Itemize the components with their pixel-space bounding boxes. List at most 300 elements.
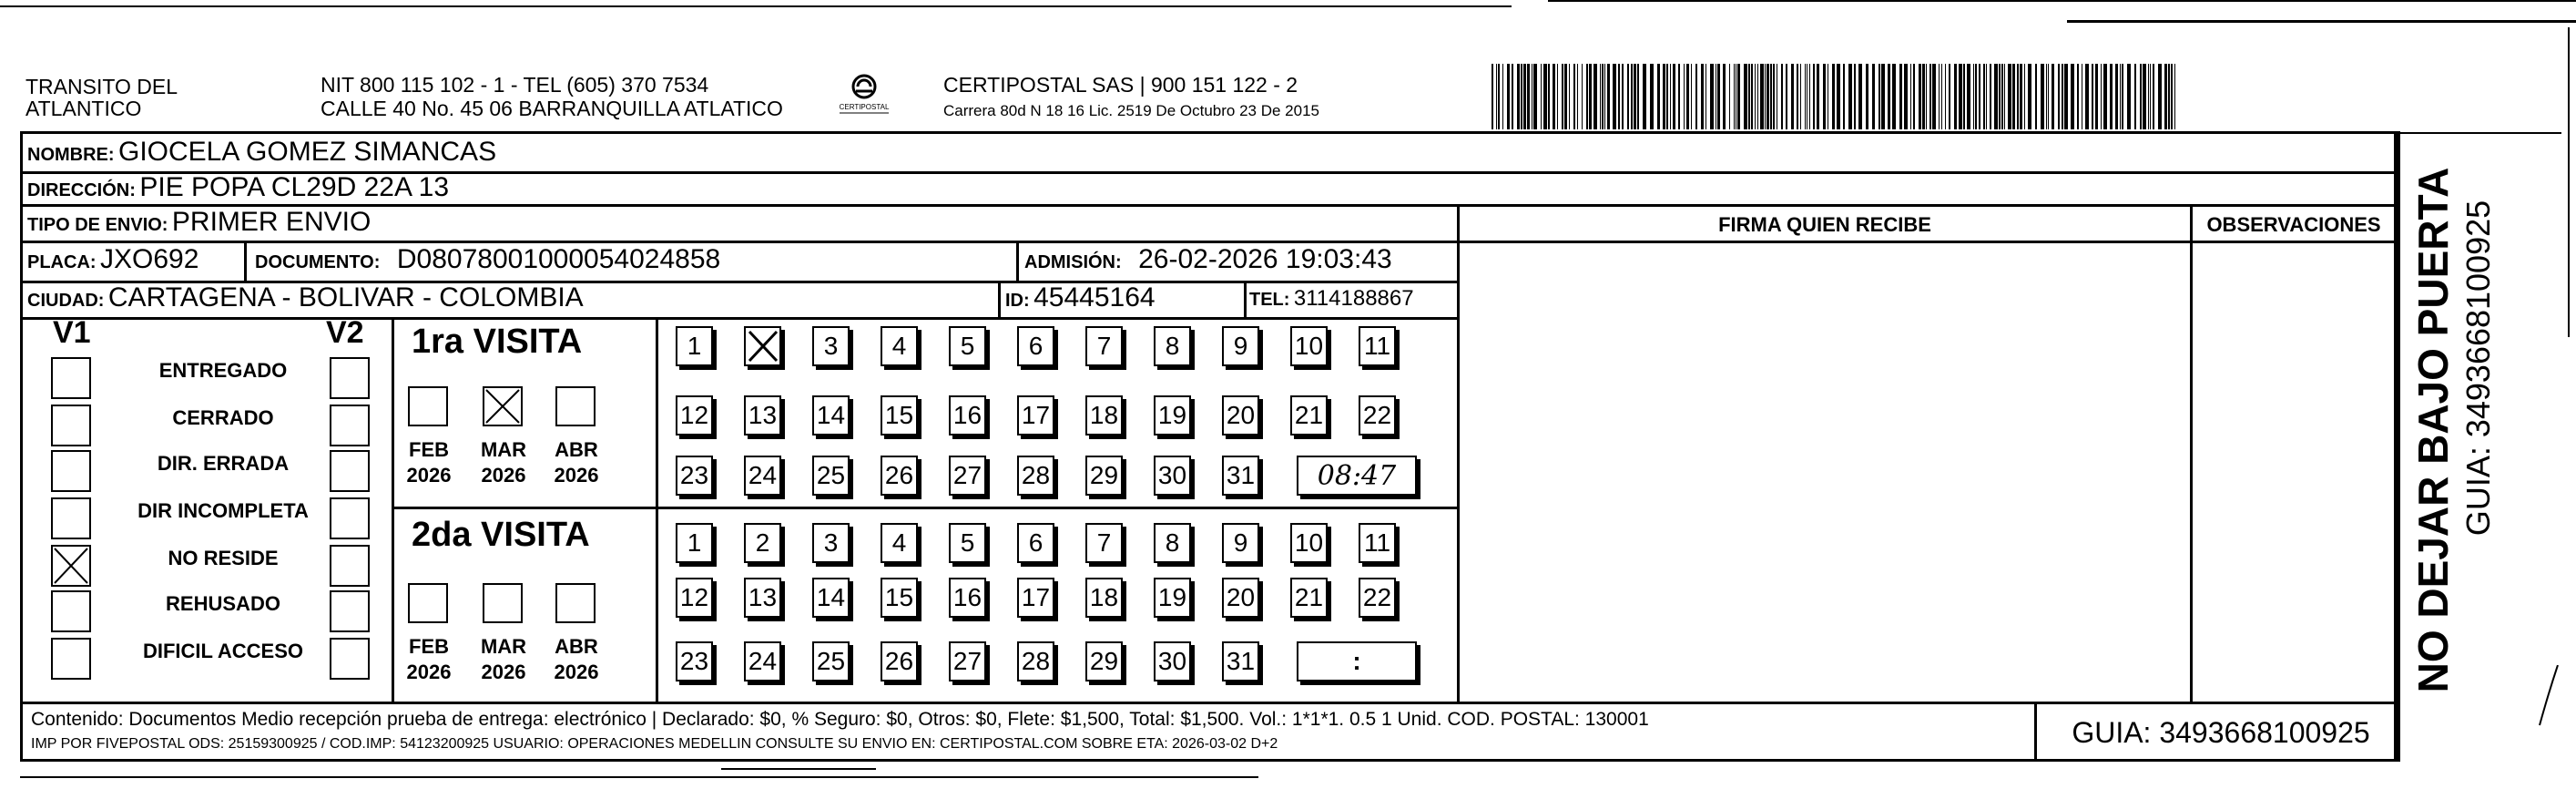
barcode-bar	[1949, 64, 1950, 129]
barcode-bar	[2168, 64, 2170, 129]
day-box[interactable]	[1017, 523, 1054, 563]
day-number: 28	[1021, 647, 1051, 675]
day-box[interactable]	[676, 578, 713, 618]
barcode-bar	[1686, 64, 1689, 129]
day-box[interactable]	[676, 395, 713, 435]
day-number: 23	[679, 461, 709, 489]
barcode-bar	[2024, 64, 2025, 129]
year-label: 2026	[554, 661, 599, 683]
day-box[interactable]	[1154, 641, 1191, 681]
ciudad-value: CARTAGENA - BOLIVAR - COLOMBIA	[107, 282, 584, 313]
day-number: 21	[1294, 401, 1324, 429]
day-number: 3	[823, 332, 839, 360]
barcode-bar	[2071, 64, 2074, 129]
day-box[interactable]	[1154, 578, 1191, 618]
barcode-bar	[1879, 64, 1880, 129]
day-box[interactable]	[1085, 641, 1123, 681]
barcode-bar	[1858, 64, 1862, 129]
day-box[interactable]	[744, 641, 781, 681]
day-number: 17	[1021, 401, 1051, 429]
day-number: 9	[1233, 528, 1248, 557]
barcode-bar	[1678, 64, 1680, 129]
day-box[interactable]	[1017, 578, 1054, 618]
day-box[interactable]	[1222, 578, 1259, 618]
barcode-bar	[2085, 64, 2089, 129]
barcode-bar	[1710, 64, 1714, 129]
barcode-bar	[1773, 64, 1775, 129]
day-number: 15	[884, 401, 914, 429]
barcode-bar	[2153, 64, 2154, 129]
day-box[interactable]	[1290, 578, 1328, 618]
day-box[interactable]	[1290, 523, 1328, 563]
barcode-bar	[1809, 64, 1810, 129]
day-box[interactable]	[1017, 326, 1054, 366]
barcode-bar	[1979, 64, 1980, 129]
barcode-bar	[1717, 64, 1720, 129]
day-number: 6	[1028, 332, 1044, 360]
barcode-bar	[1954, 64, 1957, 129]
barcode-bar	[2158, 64, 2162, 129]
barcode-bar	[1643, 64, 1646, 129]
day-box[interactable]	[881, 578, 918, 618]
day-box[interactable]	[1154, 395, 1191, 435]
barcode-bar	[2004, 64, 2005, 129]
barcode-bar	[1663, 64, 1665, 129]
day-number: 7	[1096, 528, 1112, 557]
day-box[interactable]	[1359, 326, 1396, 366]
sender-address: CALLE 40 No. 45 06 BARRANQUILLA ATLATICO	[321, 97, 783, 120]
day-box[interactable]	[812, 578, 850, 618]
day-number: 16	[952, 401, 983, 429]
day-number: 29	[1089, 647, 1119, 675]
barcode-bar	[1791, 64, 1794, 129]
status-label: DIFICIL ACCESO	[142, 640, 303, 662]
barcode-bar	[1926, 64, 1927, 129]
v2-checkbox[interactable]	[330, 357, 370, 399]
barcode-bar	[1800, 64, 1801, 129]
barcode-bar	[1986, 64, 1987, 129]
day-box[interactable]	[1154, 326, 1191, 366]
day-number: 16	[952, 583, 983, 611]
barcode-bar	[1823, 64, 1826, 129]
barcode-bar	[1881, 64, 1885, 129]
tipo-envio-value: PRIMER ENVIO	[171, 207, 372, 237]
month-label: FEB	[409, 438, 449, 461]
barcode-bar	[2028, 64, 2031, 129]
barcode-bar	[1701, 64, 1704, 129]
day-box[interactable]	[881, 395, 918, 435]
day-box[interactable]	[949, 456, 986, 496]
day-box[interactable]	[949, 578, 986, 618]
id-label: ID:	[1005, 291, 1030, 311]
day-number: 19	[1157, 401, 1187, 429]
day-number: 30	[1157, 461, 1187, 489]
barcode-bar	[1813, 64, 1815, 129]
time-box[interactable]	[1297, 456, 1417, 496]
day-number: 22	[1362, 401, 1392, 429]
day-box[interactable]	[744, 578, 781, 618]
barcode-bar	[2035, 64, 2037, 129]
day-number: 30	[1157, 647, 1187, 675]
sender-nit: NIT 800 115 102 - 1 - TEL (605) 370 7534	[321, 73, 709, 97]
visit1-title: 1ra VISITA	[412, 323, 583, 361]
day-box[interactable]	[1359, 578, 1396, 618]
month-label: ABR	[555, 438, 598, 461]
barcode-bar	[1582, 64, 1583, 129]
day-box[interactable]	[1222, 641, 1259, 681]
tel-label: TEL:	[1249, 290, 1290, 310]
no-dejar-bajo-puerta: NO DEJAR BAJO PUERTA	[2409, 167, 2457, 693]
barcode-bar	[1650, 64, 1654, 129]
day-box[interactable]	[676, 456, 713, 496]
day-box[interactable]	[744, 456, 781, 496]
year-label: 2026	[554, 464, 599, 487]
day-box[interactable]	[1085, 578, 1123, 618]
v1-checkbox[interactable]	[51, 357, 91, 399]
barcode-bar	[1843, 64, 1845, 129]
barcode-bar	[2077, 64, 2079, 129]
barcode-bar	[1941, 64, 1942, 129]
month-label: FEB	[409, 635, 449, 658]
barcode-bar	[1573, 64, 1575, 129]
month-label: ABR	[555, 635, 598, 658]
barcode-bar	[1832, 64, 1835, 129]
barcode-bar	[1492, 64, 1493, 129]
barcode-bar	[1729, 64, 1730, 129]
v1-checkbox[interactable]	[51, 450, 91, 492]
day-number: 11	[1363, 528, 1391, 557]
day-box[interactable]	[1222, 326, 1259, 366]
placa-label: PLACA:	[27, 252, 97, 272]
handwritten-time: 08:47	[1317, 459, 1397, 492]
admision-value: 26-02-2026 19:03:43	[1138, 244, 1392, 274]
barcode-bar	[1517, 64, 1520, 129]
barcode-bar	[2122, 64, 2123, 129]
day-box[interactable]	[949, 395, 986, 435]
barcode-bar	[2101, 64, 2102, 129]
barcode-bar	[1604, 64, 1605, 129]
day-box[interactable]	[1222, 395, 1259, 435]
barcode-bar	[2148, 64, 2149, 129]
barcode-bar	[2052, 64, 2054, 129]
day-number: 9	[1233, 332, 1248, 360]
barcode-bar	[2103, 64, 2107, 129]
barcode-bar	[2150, 64, 2151, 129]
id-value: 45445164	[1033, 282, 1156, 313]
day-box[interactable]	[1017, 395, 1054, 435]
barcode-bar	[2140, 64, 2142, 129]
barcode-bar	[1757, 64, 1758, 129]
v2-checkbox[interactable]	[330, 590, 370, 632]
year-label: 2026	[406, 661, 452, 683]
day-number: 20	[1226, 401, 1256, 429]
barcode-bar	[1618, 64, 1620, 129]
v2-checkbox[interactable]	[330, 405, 370, 446]
day-box[interactable]	[881, 641, 918, 681]
barcode-bar	[1939, 64, 1940, 129]
status-label: REHUSADO	[166, 592, 280, 615]
barcode-bar	[1990, 64, 1991, 129]
day-number: 6	[1028, 528, 1044, 557]
day-box[interactable]	[1222, 523, 1259, 563]
day-box[interactable]	[1359, 523, 1396, 563]
barcode-bar	[1553, 64, 1555, 129]
barcode-bar	[1737, 64, 1740, 129]
sender-name-line1: TRANSITO DEL	[25, 75, 178, 98]
day-box[interactable]	[744, 523, 781, 563]
ciudad-label: CIUDAD:	[27, 291, 105, 311]
day-number: 3	[823, 528, 839, 557]
barcode-bar	[1569, 64, 1570, 129]
day-box[interactable]	[1222, 456, 1259, 496]
day-number: 13	[748, 401, 778, 429]
barcode-bar	[1541, 64, 1542, 129]
observaciones-header: OBSERVACIONES	[2206, 213, 2381, 236]
barcode-bar	[1613, 64, 1616, 129]
firma-header: FIRMA QUIEN RECIBE	[1718, 213, 1931, 236]
day-number: 14	[816, 401, 846, 429]
day-box[interactable]	[1154, 456, 1191, 496]
barcode-bar	[2174, 64, 2175, 129]
day-box[interactable]	[881, 456, 918, 496]
barcode-bar	[1781, 64, 1783, 129]
barcode-bar	[1527, 64, 1530, 129]
day-box[interactable]	[1290, 326, 1328, 366]
documento-label: DOCUMENTO:	[255, 252, 381, 272]
day-number: 22	[1362, 583, 1392, 611]
barcode-bar	[2017, 64, 2019, 129]
barcode-bar	[1805, 64, 1806, 129]
month-checkbox[interactable]	[483, 583, 523, 623]
barcode-bar	[1562, 64, 1563, 129]
day-number: 31	[1226, 461, 1256, 489]
year-label: 2026	[481, 464, 526, 487]
barcode-bar	[2115, 64, 2118, 129]
barcode-bar	[1770, 64, 1772, 129]
barcode-bar	[1904, 64, 1908, 129]
barcode-bar	[1557, 64, 1558, 129]
month-checkbox[interactable]	[483, 386, 523, 426]
day-box[interactable]	[812, 523, 850, 563]
barcode-bar	[1695, 64, 1697, 129]
month-label: MAR	[480, 635, 527, 658]
barcode-bar	[1607, 64, 1610, 129]
time-box[interactable]	[1297, 641, 1417, 681]
v1-checkbox[interactable]	[51, 405, 91, 446]
check-x-icon	[53, 547, 89, 585]
v2-label: V2	[326, 315, 364, 350]
day-box[interactable]	[676, 641, 713, 681]
barcode-bar	[1797, 64, 1798, 129]
barcode-bar	[1589, 64, 1592, 129]
barcode-bar	[2008, 64, 2011, 129]
day-number: 8	[1165, 332, 1180, 360]
barcode-bar	[1684, 64, 1685, 129]
day-box[interactable]	[1359, 395, 1396, 435]
day-box[interactable]	[1017, 456, 1054, 496]
day-box[interactable]	[676, 523, 713, 563]
barcode-bar	[1866, 64, 1868, 129]
v1-label: V1	[53, 315, 91, 350]
day-number: 12	[679, 401, 709, 429]
barcode-bar	[1760, 64, 1764, 129]
barcode-bar	[2064, 64, 2068, 129]
barcode-bar	[2171, 64, 2173, 129]
day-box[interactable]	[676, 326, 713, 366]
day-box[interactable]	[1085, 523, 1123, 563]
company-license: Carrera 80d N 18 16 Lic. 2519 De Octubro 23 De 2015	[943, 102, 1319, 119]
status-label: DIR. ERRADA	[157, 452, 290, 475]
admision-label: ADMISIÓN:	[1024, 252, 1122, 272]
barcode-bar	[1994, 64, 1998, 129]
barcode-bar	[1929, 64, 1931, 129]
status-label: CERRADO	[172, 406, 274, 429]
barcode-bar	[1919, 64, 1921, 129]
check-x-icon	[484, 388, 521, 425]
barcode-bar	[1586, 64, 1588, 129]
visit2-title: 2da VISITA	[412, 516, 590, 554]
barcode-bar	[1666, 64, 1668, 129]
barcode-bar	[2048, 64, 2049, 129]
barcode-bar	[1751, 64, 1753, 129]
v2-checkbox[interactable]	[330, 450, 370, 492]
barcode-bar	[1673, 64, 1675, 129]
day-box[interactable]	[881, 523, 918, 563]
barcode-bar	[1723, 64, 1726, 129]
day-box[interactable]	[1290, 395, 1328, 435]
day-number: 28	[1021, 461, 1051, 489]
barcode-bar	[1922, 64, 1925, 129]
day-box[interactable]	[1154, 523, 1191, 563]
day-number: 15	[884, 583, 914, 611]
nombre-label: NOMBRE:	[27, 145, 115, 165]
day-box[interactable]	[744, 326, 781, 366]
day-box[interactable]	[1085, 395, 1123, 435]
barcode-bar	[1670, 64, 1671, 129]
barcode-bar	[2095, 64, 2098, 129]
status-label: ENTREGADO	[158, 359, 288, 382]
v1-checkbox[interactable]	[51, 590, 91, 632]
barcode-bar	[1523, 64, 1526, 129]
barcode-bar	[2012, 64, 2015, 129]
barcode	[1492, 64, 2178, 129]
day-number: 13	[748, 583, 778, 611]
barcode-bar	[1854, 64, 1856, 129]
barcode-bar	[1932, 64, 1936, 129]
barcode-bar	[1631, 64, 1633, 129]
day-box[interactable]	[949, 641, 986, 681]
day-number: 11	[1363, 332, 1391, 360]
barcode-bar	[1975, 64, 1977, 129]
day-number: 24	[748, 647, 778, 675]
v1-checkbox[interactable]	[51, 497, 91, 539]
day-number: 27	[952, 461, 983, 489]
barcode-bar	[1634, 64, 1636, 129]
day-box[interactable]	[1085, 456, 1123, 496]
footer-guia: GUIA: 3493668100925	[2072, 716, 2370, 749]
month-checkbox[interactable]	[408, 386, 448, 426]
nombre-value: GIOCELA GOMEZ SIMANCAS	[118, 137, 497, 167]
time-placeholder: :	[1352, 647, 1361, 675]
day-number: 5	[960, 528, 975, 557]
day-box[interactable]	[812, 456, 850, 496]
status-label: DIR INCOMPLETA	[137, 499, 309, 522]
barcode-bar	[1548, 64, 1550, 129]
side-guia: GUIA: 3493668100925	[2459, 200, 2497, 537]
barcode-bar	[1521, 64, 1522, 129]
day-box[interactable]	[949, 523, 986, 563]
barcode-bar	[2020, 64, 2022, 129]
barcode-bar	[2143, 64, 2146, 129]
barcode-bar	[2127, 64, 2131, 129]
barcode-bar	[1983, 64, 1985, 129]
barcode-bar	[1817, 64, 1819, 129]
barcode-bar	[1734, 64, 1735, 129]
v2-checkbox[interactable]	[330, 545, 370, 587]
day-number: 18	[1089, 583, 1119, 611]
barcode-bar	[2110, 64, 2113, 129]
day-number: 2	[755, 528, 770, 557]
barcode-bar	[1602, 64, 1604, 129]
day-number: 25	[816, 647, 846, 675]
footer-contenido: Contenido: Documentos Medio recepción prueba de entrega: electrónico | Declarado: $0, % Seguro: $0, Otros: $0, Flete: $1,500, Total: $1,500. Vol.: 1*1*1. 0.5 1 Unid. COD. POSTAL: 130001	[31, 709, 1649, 730]
day-box[interactable]	[949, 326, 986, 366]
day-box[interactable]	[881, 326, 918, 366]
day-number: 27	[952, 647, 983, 675]
barcode-bar	[1959, 64, 1962, 129]
day-number: 19	[1157, 583, 1187, 611]
barcode-bar	[1512, 64, 1513, 129]
day-box[interactable]	[1085, 326, 1123, 366]
svg-text:CERTIPOSTAL: CERTIPOSTAL	[839, 103, 890, 111]
barcode-bar	[1967, 64, 1970, 129]
day-number: 23	[679, 647, 709, 675]
barcode-bar	[1577, 64, 1578, 129]
day-number: 4	[891, 332, 907, 360]
barcode-bar	[1627, 64, 1629, 129]
edge-stroke	[2536, 665, 2563, 729]
v2-checkbox[interactable]	[330, 638, 370, 680]
month-checkbox[interactable]	[555, 386, 596, 426]
month-checkbox[interactable]	[408, 583, 448, 623]
v1-checkbox[interactable]	[51, 545, 91, 587]
day-box[interactable]	[812, 326, 850, 366]
month-checkbox[interactable]	[555, 583, 596, 623]
barcode-bar	[2134, 64, 2136, 129]
barcode-bar	[1593, 64, 1597, 129]
day-box[interactable]	[812, 395, 850, 435]
v1-checkbox[interactable]	[51, 638, 91, 680]
barcode-bar	[1999, 64, 2001, 129]
day-box[interactable]	[812, 641, 850, 681]
barcode-bar	[1910, 64, 1911, 129]
barcode-bar	[2041, 64, 2044, 129]
barcode-bar	[1705, 64, 1706, 129]
day-box[interactable]	[1017, 641, 1054, 681]
direccion-value: PIE POPA CL29D 22A 13	[139, 172, 449, 202]
sender-name-line2: ATLANTICO	[25, 97, 142, 120]
barcode-bar	[1498, 64, 1500, 129]
day-box[interactable]	[744, 395, 781, 435]
barcode-bar	[1767, 64, 1769, 129]
day-number: 20	[1226, 583, 1256, 611]
year-label: 2026	[481, 661, 526, 683]
company-name: CERTIPOSTAL SAS | 900 151 122 - 2	[943, 73, 1298, 97]
barcode-bar	[1543, 64, 1547, 129]
v2-checkbox[interactable]	[330, 497, 370, 539]
barcode-bar	[1945, 64, 1946, 129]
barcode-bar	[1837, 64, 1840, 129]
